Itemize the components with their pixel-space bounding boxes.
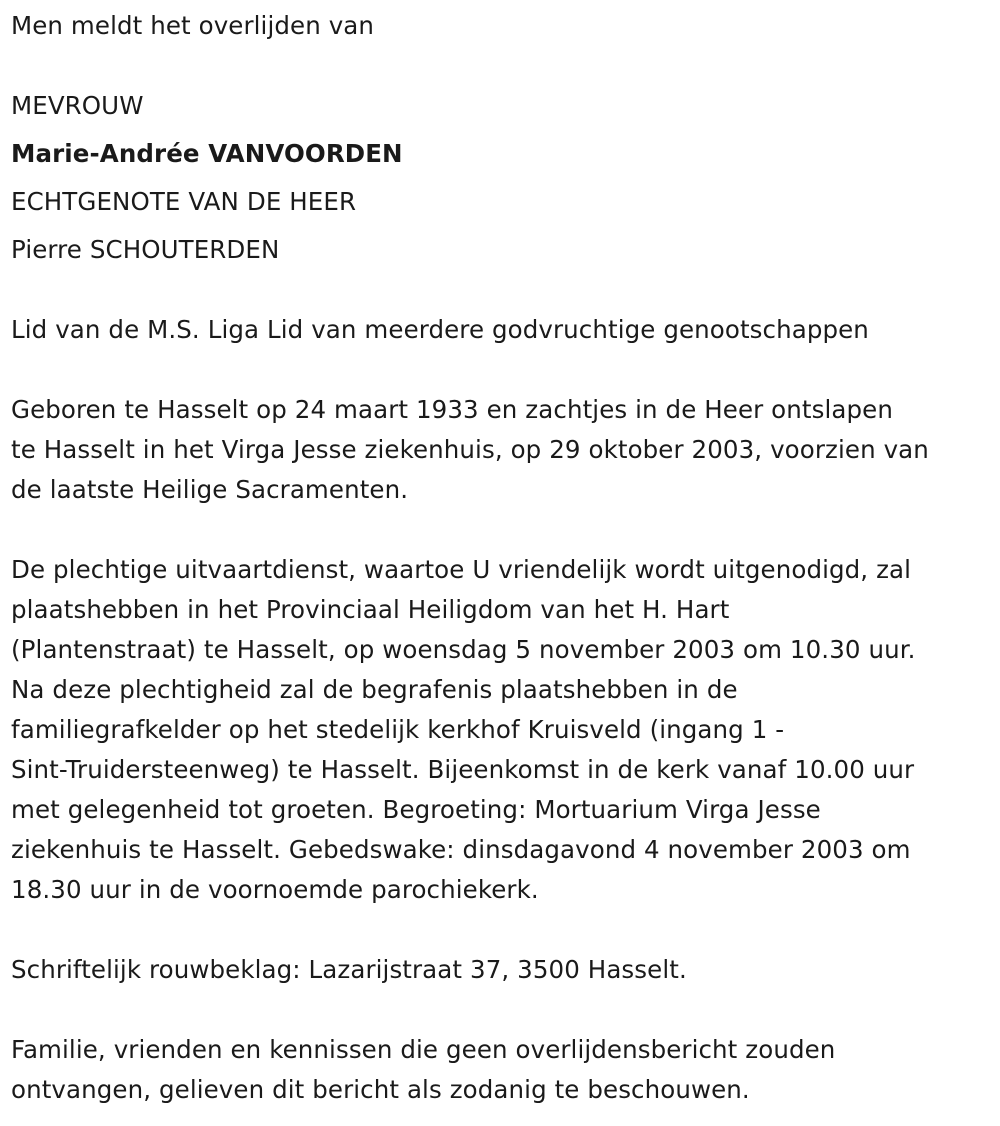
paragraph-line: plaatshebben in het Provinciaal Heiligdom van het H. Hart xyxy=(11,595,730,624)
condolence-paragraph xyxy=(11,950,687,990)
paragraph-line: Sint-Truidersteenweg) te Hasselt. Bijeenkomst in de kerk vanaf 10.00 uur xyxy=(11,755,915,784)
spouse-title: ECHTGENOTE VAN DE HEER xyxy=(11,187,357,216)
paragraph-line: Schriftelijk rouwbeklag: Lazarijstraat 37, 3500 Hasselt. xyxy=(11,955,687,984)
paragraph-line: ontvangen, gelieven dit bericht als zodanig te beschouwen. xyxy=(11,1075,750,1104)
paragraph-line: te Hasselt in het Virga Jesse ziekenhuis, op 29 oktober 2003, voorzien van xyxy=(11,435,929,464)
paragraph-line: de laatste Heilige Sacramenten. xyxy=(11,475,409,504)
paragraph-line: 18.30 uur in de voornoemde parochiekerk. xyxy=(11,875,539,904)
deceased-name: Marie-Andrée VANVOORDEN xyxy=(11,139,403,168)
birth-death-paragraph xyxy=(11,390,929,510)
family-paragraph xyxy=(11,1030,835,1110)
paragraph-line: Familie, vrienden en kennissen die geen overlijdensbericht zouden xyxy=(11,1035,836,1064)
paragraph-line: familiegrafkelder op het stedelijk kerkhof Kruisveld (ingang 1 - xyxy=(11,715,785,744)
paragraph-line: Na deze plechtigheid zal de begrafenis plaatshebben in de xyxy=(11,675,738,704)
funeral-paragraph xyxy=(11,550,916,910)
paragraph-line: met gelegenheid tot groeten. Begroeting: Mortuarium Virga Jesse xyxy=(11,795,821,824)
paragraph-line: ziekenhuis te Hasselt. Gebedswake: dinsdagavond 4 november 2003 om xyxy=(11,835,911,864)
paragraph-line: Geboren te Hasselt op 24 maart 1933 en zachtjes in de Heer ontslapen xyxy=(11,395,893,424)
spouse-name: Pierre SCHOUTERDEN xyxy=(11,235,280,264)
intro-text: Men meldt het overlijden van xyxy=(11,11,375,40)
membership-text: Lid van de M.S. Liga Lid van meerdere godvruchtige genootschappen xyxy=(11,315,869,344)
paragraph-line: De plechtige uitvaartdienst, waartoe U vriendelijk wordt uitgenodigd, zal xyxy=(11,555,912,584)
paragraph-line: (Plantenstraat) te Hasselt, op woensdag 5 november 2003 om 10.30 uur. xyxy=(11,635,916,664)
honorific-title: MEVROUW xyxy=(11,91,144,120)
